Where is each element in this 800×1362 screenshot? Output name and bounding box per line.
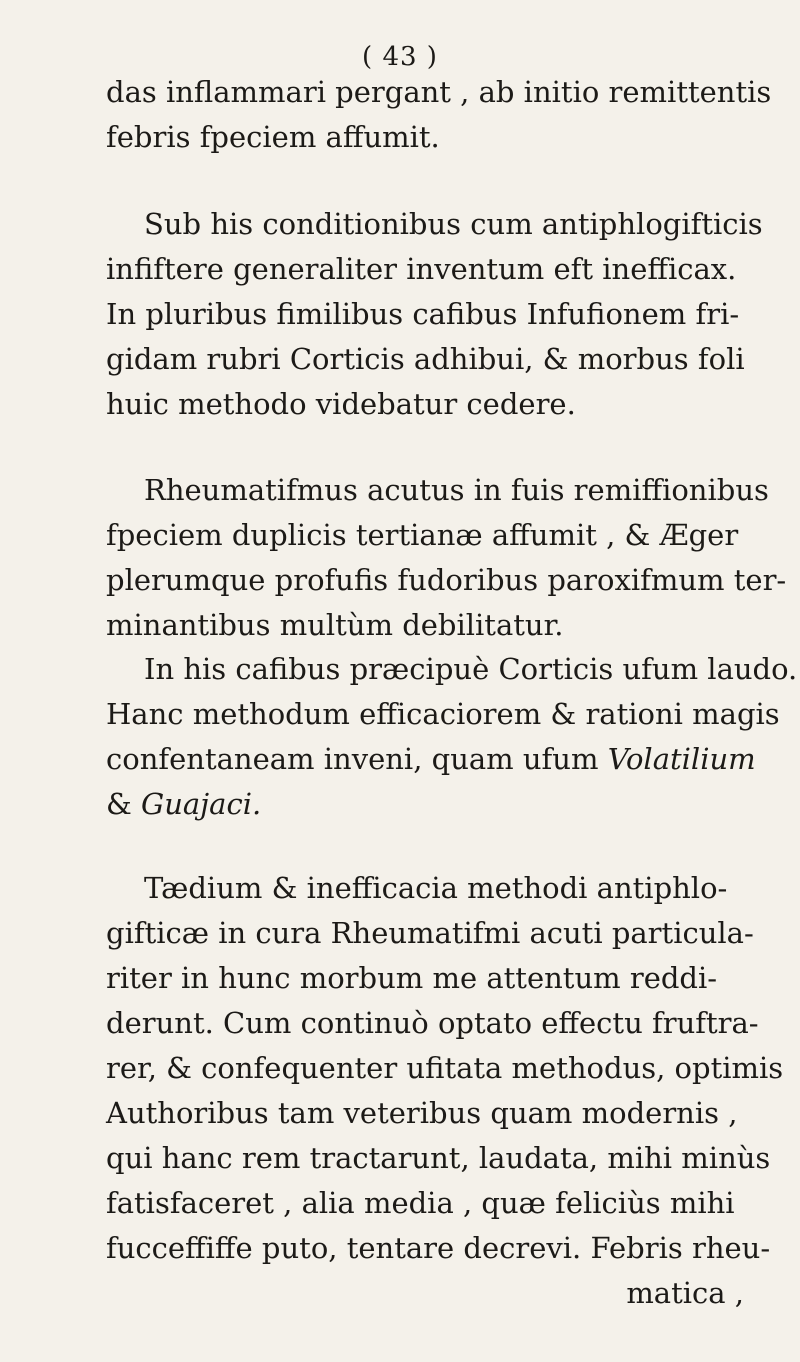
text-line — [106, 782, 746, 827]
text-line: gidam rubri Corticis adhibui, & morbus foli — [106, 342, 745, 376]
paragraph-1 — [106, 70, 772, 160]
text-line: Hanc methodum efficaciorem & rationi magis — [106, 697, 780, 731]
page-number: ( 43 ) — [362, 42, 438, 72]
text-line: minantibus multùm debilitatur. — [106, 608, 564, 642]
paragraph-5 — [106, 866, 784, 1316]
text-segment: & — [106, 787, 142, 821]
text-line: riter in hunc morbum me attentum reddi- — [106, 961, 718, 995]
text-line: In his cafibus præcipuè Corticis ufum laudo. — [144, 652, 798, 686]
paragraph-2 — [106, 202, 763, 427]
text-line: gifticæ in cura Rheumatifmi acuti particula- — [106, 916, 754, 950]
text-line: febris fpeciem affumit. — [106, 120, 440, 154]
text-line: rer, & confequenter ufitata methodus, optimis — [106, 1051, 784, 1085]
text-line — [106, 737, 756, 782]
text-line: huic methodo videbatur cedere. — [106, 387, 576, 421]
text-line: plerumque profufis fudoribus paroxifmum ter- — [106, 563, 787, 597]
text-segment: confentaneam inveni, quam ufum — [106, 742, 599, 776]
catchword: matica , — [626, 1276, 744, 1310]
italic-term-guajaci: Guajaci. — [141, 787, 262, 821]
text-line: fucceffiffe puto, tentare decrevi. Febris rheu- — [106, 1231, 771, 1265]
paragraph-4 — [106, 647, 798, 827]
text-line: Authoribus tam veteribus quam modernis , — [106, 1096, 738, 1130]
text-line: das inflammari pergant , ab initio remittentis — [106, 75, 772, 109]
text-line: In pluribus fimilibus cafibus Infufionem fri- — [106, 297, 740, 331]
paragraph-3 — [106, 468, 787, 648]
text-line: fatisfaceret , alia media , quæ feliciùs mihi — [106, 1186, 735, 1220]
text-line: infiftere generaliter inventum eft inefficax. — [106, 252, 737, 286]
text-line: Rheumatifmus acutus in fuis remiffionibus — [144, 473, 769, 507]
text-line: Sub his conditionibus cum antiphlogifticis — [144, 207, 763, 241]
text-line: Tædium & inefficacia methodi antiphlo- — [144, 871, 728, 905]
text-line: qui hanc rem tractarunt, laudata, mihi minùs — [106, 1141, 771, 1175]
italic-term-volatilium: Volatilium — [607, 742, 756, 776]
text-line: derunt. Cum continuò optato effectu fruftra- — [106, 1006, 759, 1040]
text-line: fpeciem duplicis tertianæ affumit , & Æger — [106, 518, 739, 552]
